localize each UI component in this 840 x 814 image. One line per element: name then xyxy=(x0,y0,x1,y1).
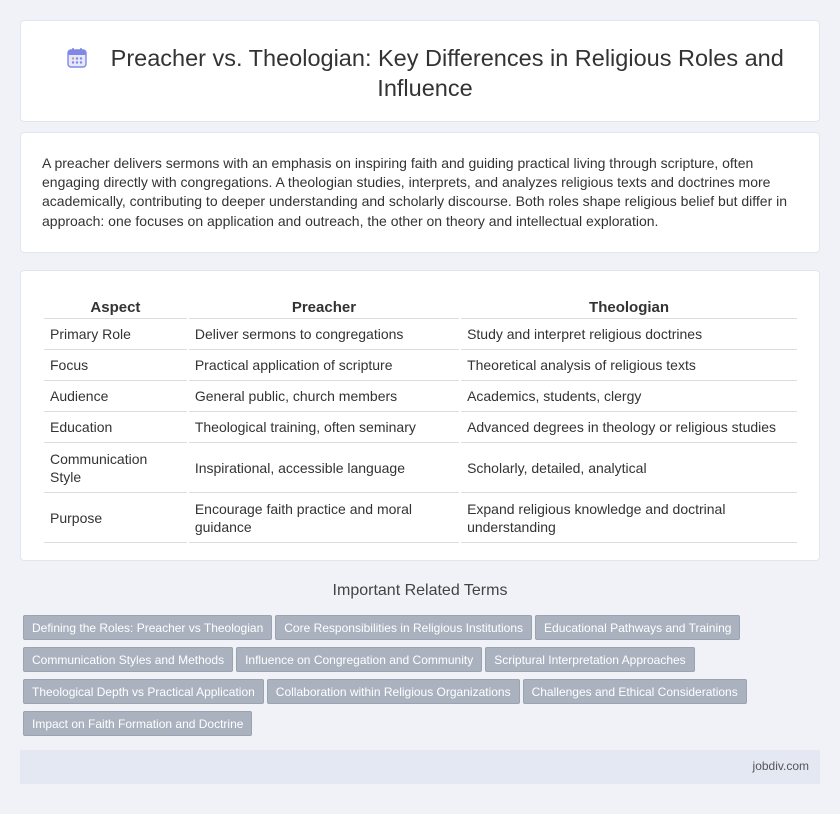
cell-preacher: General public, church members xyxy=(189,381,459,412)
related-terms-list xyxy=(23,615,783,743)
cell-preacher: Deliver sermons to congregations xyxy=(189,319,459,350)
cell-preacher: Inspirational, accessible language xyxy=(189,443,459,493)
cell-theologian: Theoretical analysis of religious texts xyxy=(461,350,797,381)
related-term-tag[interactable]: Core Responsibilities in Religious Institutions xyxy=(275,615,532,640)
related-term-tag[interactable]: Scriptural Interpretation Approaches xyxy=(485,647,694,672)
intro-card xyxy=(20,132,820,253)
header-card xyxy=(20,20,820,122)
cell-preacher: Encourage faith practice and moral guidance xyxy=(189,493,459,543)
table-row xyxy=(44,493,797,543)
cell-theologian: Study and interpret religious doctrines xyxy=(461,319,797,350)
cell-aspect: Purpose xyxy=(44,493,187,543)
table-header-row xyxy=(44,297,797,319)
table-row xyxy=(44,443,797,493)
header-aspect: Aspect xyxy=(44,297,187,319)
related-term-tag[interactable]: Collaboration within Religious Organizations xyxy=(267,679,520,704)
related-term-tag[interactable]: Theological Depth vs Practical Application xyxy=(23,679,264,704)
cell-aspect: Focus xyxy=(44,350,187,381)
title-wrap xyxy=(61,43,789,103)
cell-aspect: Education xyxy=(44,412,187,443)
cell-theologian: Advanced degrees in theology or religious studies xyxy=(461,412,797,443)
cell-aspect: Audience xyxy=(44,381,187,412)
comparison-table-card xyxy=(20,270,820,561)
related-terms-heading: Important Related Terms xyxy=(332,582,508,599)
cell-theologian: Scholarly, detailed, analytical xyxy=(461,443,797,493)
cell-aspect: Primary Role xyxy=(44,319,187,350)
related-term-tag[interactable]: Educational Pathways and Training xyxy=(535,615,740,640)
header-theologian: Theologian xyxy=(461,297,797,319)
table-row xyxy=(44,381,797,412)
cell-preacher: Theological training, often seminary xyxy=(189,412,459,443)
related-term-tag[interactable]: Influence on Congregation and Community xyxy=(236,647,482,672)
footer xyxy=(20,750,820,784)
page-title: Preacher vs. Theologian: Key Differences in Religious Roles and Influence xyxy=(110,45,784,101)
table-row xyxy=(44,350,797,381)
related-term-tag[interactable]: Communication Styles and Methods xyxy=(23,647,233,672)
comparison-table xyxy=(42,297,799,543)
header-preacher: Preacher xyxy=(189,297,459,319)
intro-text: A preacher delivers sermons with an emphasis on inspiring faith and guiding practical living through scripture, often engaging directly with congregations. A theologian studies, interprets, and analyzes religious texts and doctrines more academically, contributing to deeper understanding and scholarly discourse. Both roles shape religious belief but differ in approach: one focuses on application and outreach, the other on theory and intellectual exploration. xyxy=(42,155,788,229)
related-term-tag[interactable]: Challenges and Ethical Considerations xyxy=(523,679,747,704)
related-term-tag[interactable]: Defining the Roles: Preacher vs Theologian xyxy=(23,615,272,640)
cell-preacher: Practical application of scripture xyxy=(189,350,459,381)
table-row xyxy=(44,319,797,350)
cell-aspect: Communication Style xyxy=(44,443,187,493)
related-term-tag[interactable]: Impact on Faith Formation and Doctrine xyxy=(23,711,252,736)
footer-site-link[interactable]: jobdiv.com xyxy=(752,759,809,773)
cell-theologian: Expand religious knowledge and doctrinal understanding xyxy=(461,493,797,543)
table-row xyxy=(44,412,797,443)
calendar-icon xyxy=(66,47,88,69)
cell-theologian: Academics, students, clergy xyxy=(461,381,797,412)
